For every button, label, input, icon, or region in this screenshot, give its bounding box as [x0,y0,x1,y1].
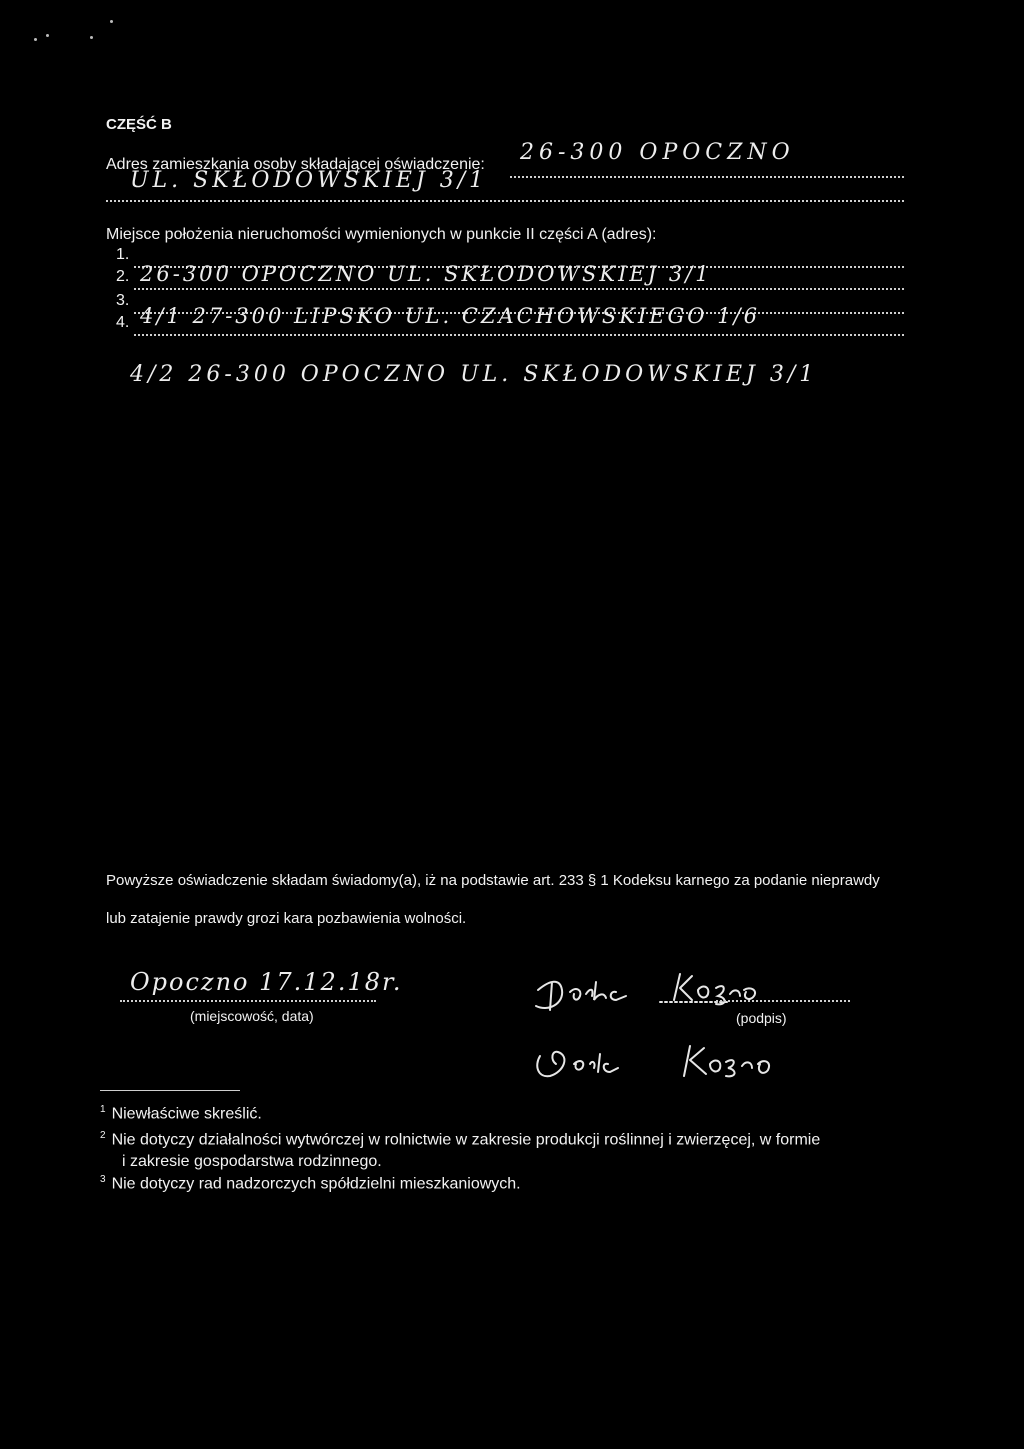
footnote-mark: 3 [100,1174,106,1185]
residence-label: Adres zamieszkania osoby składającej oświadczenie: [106,156,485,173]
footnote-mark: 2 [100,1130,106,1141]
residence-handwritten-line2: UL. SKŁODOWSKIEJ 3/1 [130,168,488,193]
scan-speck [34,38,37,41]
footnote-item [100,1174,521,1193]
signature-dotted-line [716,1000,850,1002]
scan-speck [110,20,113,23]
property-item-value: 26-300 OPOCZNO UL. SKŁODOWSKIEJ 3/1 [140,262,712,286]
footnote-mark: 1 [100,1104,106,1115]
signature-caption: (podpis) [736,1010,787,1026]
footnote-item [100,1152,382,1171]
footnote-item [100,1130,820,1149]
place-date-handwritten: Opoczno 17.12.18r. [130,968,403,996]
footnote-text: Niewłaściwe skreślić. [111,1105,262,1123]
footnote-text: Nie dotyczy rad nadzorczych spółdzielni mieszkaniowych. [111,1175,521,1193]
property-dotted-line [134,288,904,290]
property-item-value: 4/1 27-300 LIPSKO UL. CZACHOWSKIEGO 1/6 [140,304,760,328]
residence-dotted-line [510,176,904,178]
scan-speck [90,36,93,39]
footnote-separator [100,1090,240,1091]
place-date-dotted-line [120,1000,376,1002]
property-item-number: 4. [116,314,130,331]
declaration-line-2: lub zatajenie prawdy grozi kara pozbawienia wolności. [106,910,467,927]
residence-dotted-line-2 [106,200,904,202]
scan-speck [46,34,49,37]
place-date-caption: (miejscowość, data) [190,1008,314,1024]
property-item-number: 1. [116,246,130,263]
property-extra-handwritten: 4/2 26-300 OPOCZNO UL. SKŁODOWSKIEJ 3/1 [130,362,818,387]
property-dotted-line [134,334,904,336]
property-item-number: 3. [116,292,130,309]
section-title: CZĘŚĆ B [106,116,172,133]
residence-handwritten-line1: 26-300 OPOCZNO [520,140,795,165]
footnote-item [100,1104,262,1123]
declaration-line-1: Powyższe oświadczenie składam świadomy(a), iż na podstawie art. 233 § 1 Kodeksu karnego za podanie nieprawdy [106,872,880,889]
property-item-number: 2. [116,268,130,285]
footnote-text: i zakresie gospodarstwa rodzinnego. [122,1153,382,1171]
footnote-text: Nie dotyczy działalności wytwórczej w rolnictwie w zakresie produkcji roślinnej i zwierzęcej, w formie [111,1131,821,1149]
signature-image [530,960,930,1100]
property-label: Miejsce położenia nieruchomości wymienionych w punkcie II części A (adres): [106,226,657,243]
